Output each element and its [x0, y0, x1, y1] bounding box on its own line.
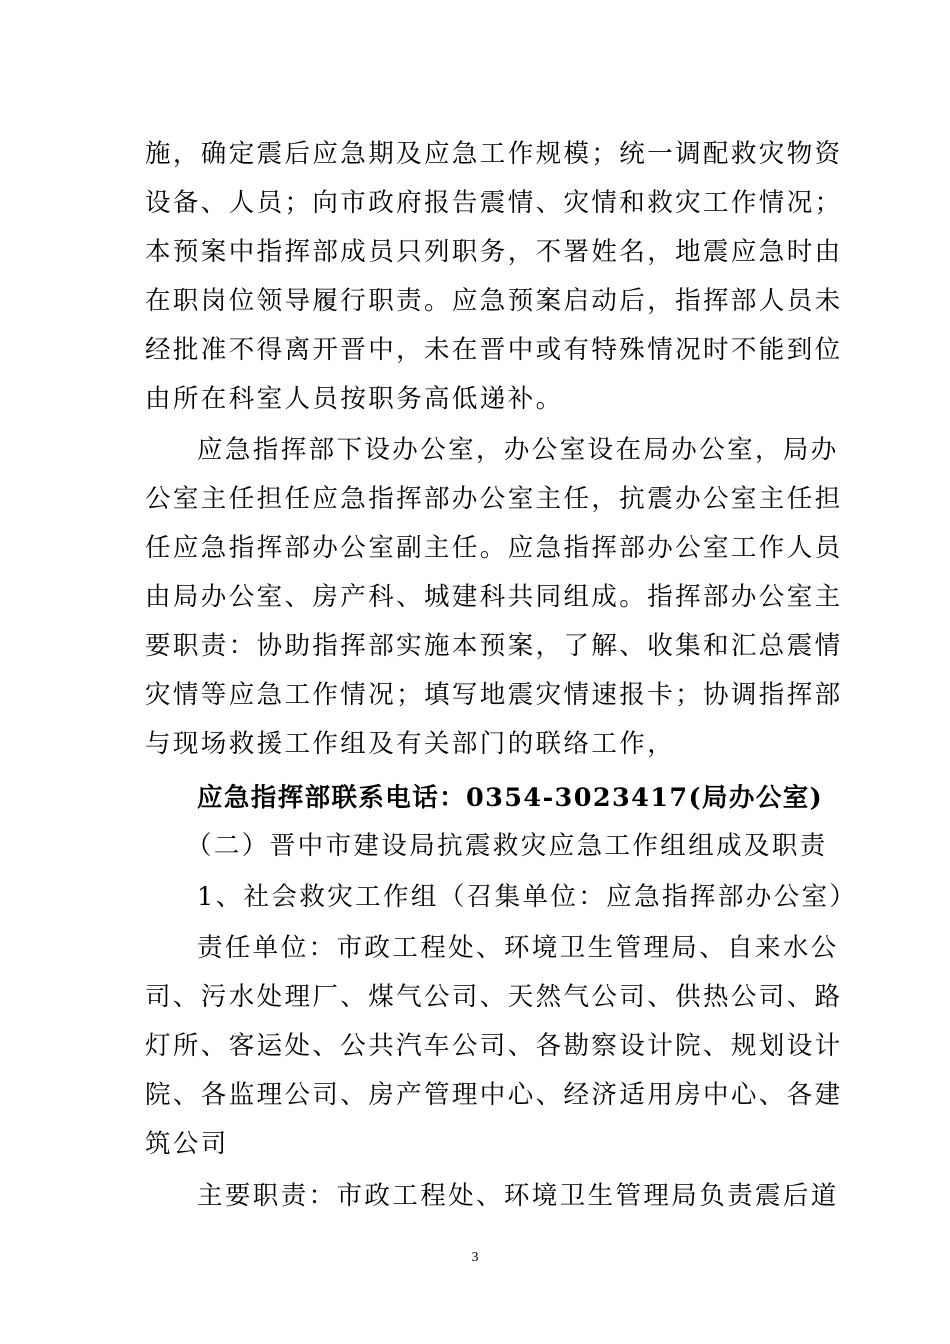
paragraph-first-line: 应急指挥部下设办公室，办公室设在局办公室，局办	[197, 435, 839, 465]
section-heading: （二）晋中市建设局抗震救灾应急工作组组成及职责	[186, 831, 828, 861]
subsection-heading: 1、社会救灾工作组（召集单位：应急指挥部办公室）	[197, 882, 858, 912]
text-line: 在职岗位领导履行职责。应急预案启动后，指挥部人员未	[145, 286, 843, 316]
text-line: 要职责：协助指挥部实施本预案，了解、收集和汇总震情	[145, 631, 843, 661]
text-line: 由局办公室、房产科、城建科共同组成。指挥部办公室主	[145, 582, 843, 612]
text-line: 施，确定震后应急期及应急工作规模；统一调配救灾物资	[145, 139, 843, 169]
text-line: 灯所、客运处、公共汽车公司、各勘察设计院、规划设计	[145, 1031, 843, 1061]
text-line: 设备、人员；向市政府报告震情、灾情和救灾工作情况；	[145, 188, 843, 218]
text-line: 本预案中指挥部成员只列职务，不署姓名，地震应急时由	[145, 237, 843, 267]
text-line: 任应急指挥部办公室副主任。应急指挥部办公室工作人员	[145, 533, 843, 563]
text-line: 司、污水处理厂、煤气公司、天然气公司、供热公司、路	[145, 982, 843, 1012]
text-line: 灾情等应急工作情况；填写地震灾情速报卡；协调指挥部	[145, 680, 843, 710]
text-line: 与现场救援工作组及有关部门的联络工作，	[145, 729, 676, 759]
text-line: 院、各监理公司、房产管理中心、经济适用房中心、各建	[145, 1080, 843, 1110]
text-line: 筑公司	[145, 1129, 229, 1159]
text-line: 经批准不得离开晋中，未在晋中或有特殊情况时不能到位	[145, 335, 843, 365]
contact-phone-line: 应急指挥部联系电话：0354-3023417(局办公室)	[197, 783, 824, 813]
paragraph-first-line: 责任单位：市政工程处、环境卫生管理局、自来水公	[197, 933, 839, 963]
paragraph-first-line: 主要职责：市政工程处、环境卫生管理局负责震后道	[197, 1181, 839, 1211]
text-line: 由所在科室人员按职务高低递补。	[145, 384, 564, 414]
text-line: 公室主任担任应急指挥部办公室主任，抗震办公室主任担	[145, 484, 843, 514]
page-number: 3	[471, 1250, 479, 1265]
